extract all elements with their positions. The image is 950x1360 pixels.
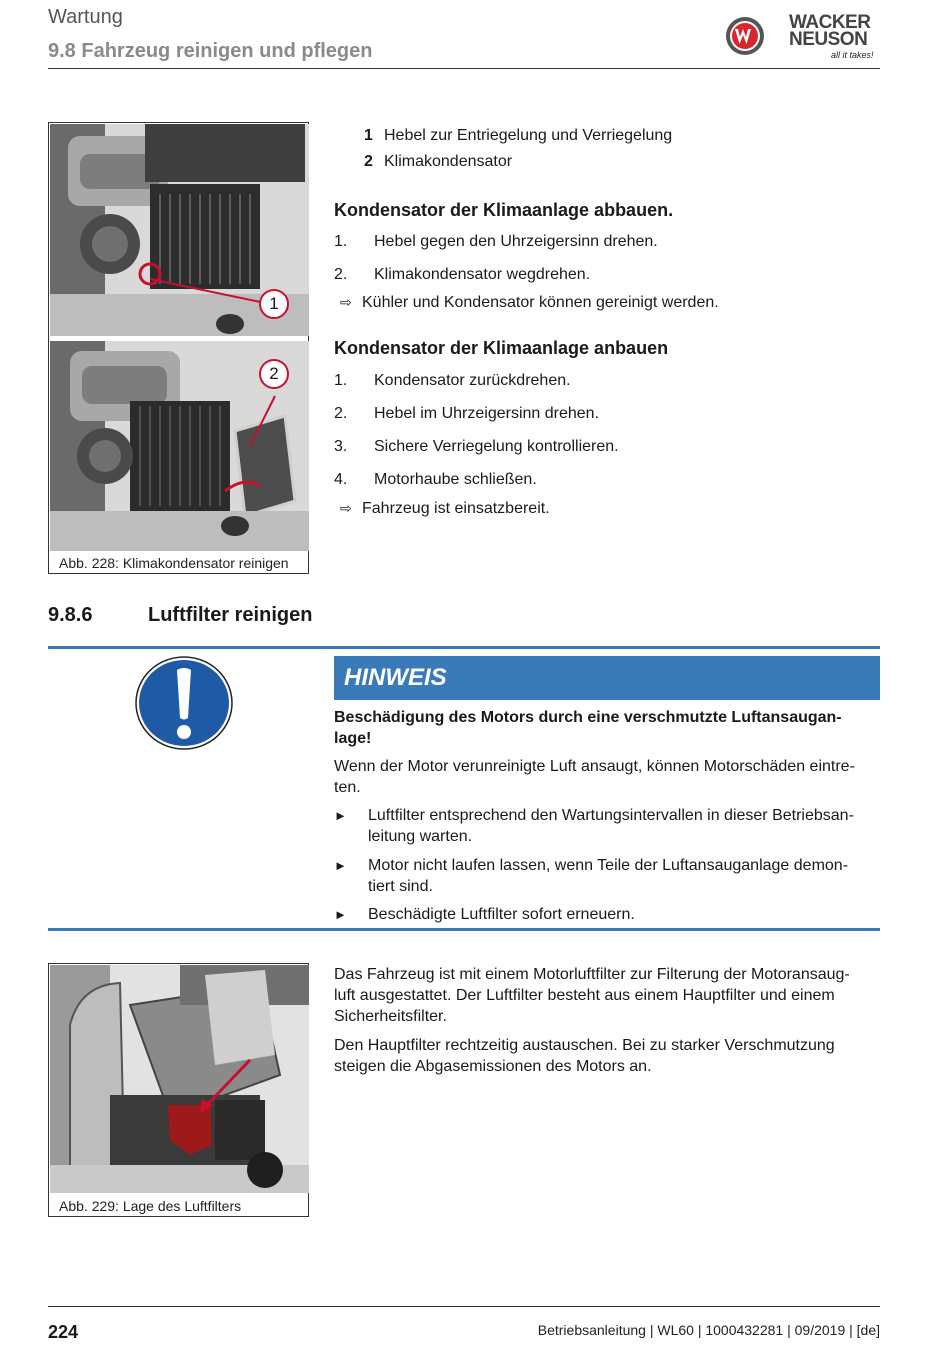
notice-bullet (334, 805, 880, 847)
paragraph-line: steigen die Abgasemissionen des Motors an. (334, 1058, 652, 1075)
brand-logo (725, 14, 885, 66)
notice-header (334, 656, 880, 700)
chapter-title: Wartung (48, 6, 123, 28)
legend-number: 1 (364, 127, 373, 144)
legend-number: 2 (364, 153, 373, 170)
body-paragraph (334, 1035, 880, 1077)
logo-slogan: all it takes! (831, 50, 874, 60)
result-item (340, 500, 550, 518)
step-text: Sichere Verriegelung kontrollieren. (374, 438, 619, 455)
paragraph-line: Den Hauptfilter rechtzeitig austauschen. Bei zu starker Verschmutzung (334, 1037, 835, 1054)
logo-wordmark-line1: WACKER (789, 12, 871, 33)
bullet-line: Beschädigte Luftfilter sofort erneuern. (368, 906, 635, 923)
section-title: 9.8 Fahrzeug reinigen und pflegen (48, 40, 373, 62)
notice-bullet (334, 904, 880, 925)
step-text: Hebel im Uhrzeigersinn drehen. (374, 405, 599, 422)
step-number: 3. (334, 438, 348, 455)
step-text: Motorhaube schließen. (374, 471, 537, 488)
step-item (334, 405, 599, 423)
install-heading: Kondensator der Klimaanlage anbauen (334, 338, 669, 358)
callout-1: 1 (259, 289, 289, 319)
figure-228 (48, 122, 309, 574)
callout-2: 2 (259, 359, 289, 389)
body-paragraph (334, 964, 880, 1027)
step-number: 1. (334, 372, 348, 389)
step-number: 2. (334, 266, 348, 283)
page-number: 224 (48, 1322, 79, 1342)
bullet-line: tiert sind. (368, 878, 433, 895)
result-arrow-icon: ⇨ (340, 500, 352, 516)
wacker-neuson-w-logo-icon (725, 16, 765, 56)
step-number: 2. (334, 405, 348, 422)
bullet-line: leitung warten. (368, 828, 473, 845)
step-item (334, 471, 537, 489)
result-text: Fahrzeug ist einsatzbereit. (362, 500, 550, 517)
step-item (334, 372, 571, 390)
document-reference: Betriebsanleitung | WL60 | 1000432281 | 09/2019 | [de] (537, 1322, 880, 1338)
step-item (334, 266, 590, 284)
result-item (340, 294, 719, 312)
bullet-line: Luftfilter entsprechend den Wartungsintervallen in dieser Betriebsan- (368, 807, 854, 824)
result-arrow-icon: ⇨ (340, 294, 352, 310)
section-heading: Luftfilter reinigen (148, 604, 313, 626)
notice-top-rule (48, 646, 880, 649)
result-text: Kühler und Kondensator können gereinigt werden. (362, 294, 719, 311)
notice-title-line: lage! (334, 730, 372, 747)
notice-body-line: Wenn der Motor verunreinigte Luft ansaugt, können Motorschäden eintre- (334, 758, 855, 775)
figure-229 (48, 963, 309, 1217)
paragraph-line: Das Fahrzeug ist mit einem Motorluftfilter zur Filterung der Motoransaug- (334, 966, 850, 983)
step-number: 4. (334, 471, 348, 488)
figure-caption: Abb. 229: Lage des Luftfilters (59, 1198, 242, 1214)
step-number: 1. (334, 233, 348, 250)
notice-label: HINWEIS (344, 664, 447, 691)
step-text: Hebel gegen den Uhrzeigersinn drehen. (374, 233, 658, 250)
step-text: Kondensator zurückdrehen. (374, 372, 571, 389)
notice-body (334, 756, 880, 798)
notice-bottom-rule (48, 928, 880, 931)
notice-bullet (334, 855, 880, 897)
legend-text: Hebel zur Entriegelung und Verriegelung (384, 127, 673, 144)
logo-wordmark-line2: NEUSON (789, 29, 868, 50)
paragraph-line: luft ausgestattet. Der Luftfilter besteht aus einem Hauptfilter und einem (334, 987, 835, 1004)
bullet-line: Motor nicht laufen lassen, wenn Teile der Luftansauganlage demon- (368, 857, 849, 874)
remove-heading: Kondensator der Klimaanlage abbauen. (334, 200, 674, 220)
legend-text: Klimakondensator (384, 153, 513, 170)
step-text: Klimakondensator wegdrehen. (374, 266, 591, 283)
header-divider (48, 68, 880, 69)
step-item (334, 233, 658, 251)
legend-item (364, 153, 512, 171)
step-item (334, 438, 619, 456)
notice-title (334, 707, 880, 749)
bullet-arrow-icon: ► (334, 907, 347, 922)
air-filter-photo (50, 965, 309, 1193)
figure-caption: Abb. 228: Klimakondensator reinigen (59, 555, 289, 571)
exclamation-mandatory-icon (134, 656, 234, 750)
legend-item (364, 127, 672, 145)
footer-divider (48, 1306, 880, 1307)
bullet-arrow-icon: ► (334, 808, 347, 823)
bullet-arrow-icon: ► (334, 858, 347, 873)
section-number: 9.8.6 (48, 604, 93, 626)
notice-title-line: Beschädigung des Motors durch eine verschmutzte Luftansaugan- (334, 709, 842, 726)
notice-body-line: ten. (334, 779, 361, 796)
paragraph-line: Sicherheitsfilter. (334, 1008, 447, 1025)
